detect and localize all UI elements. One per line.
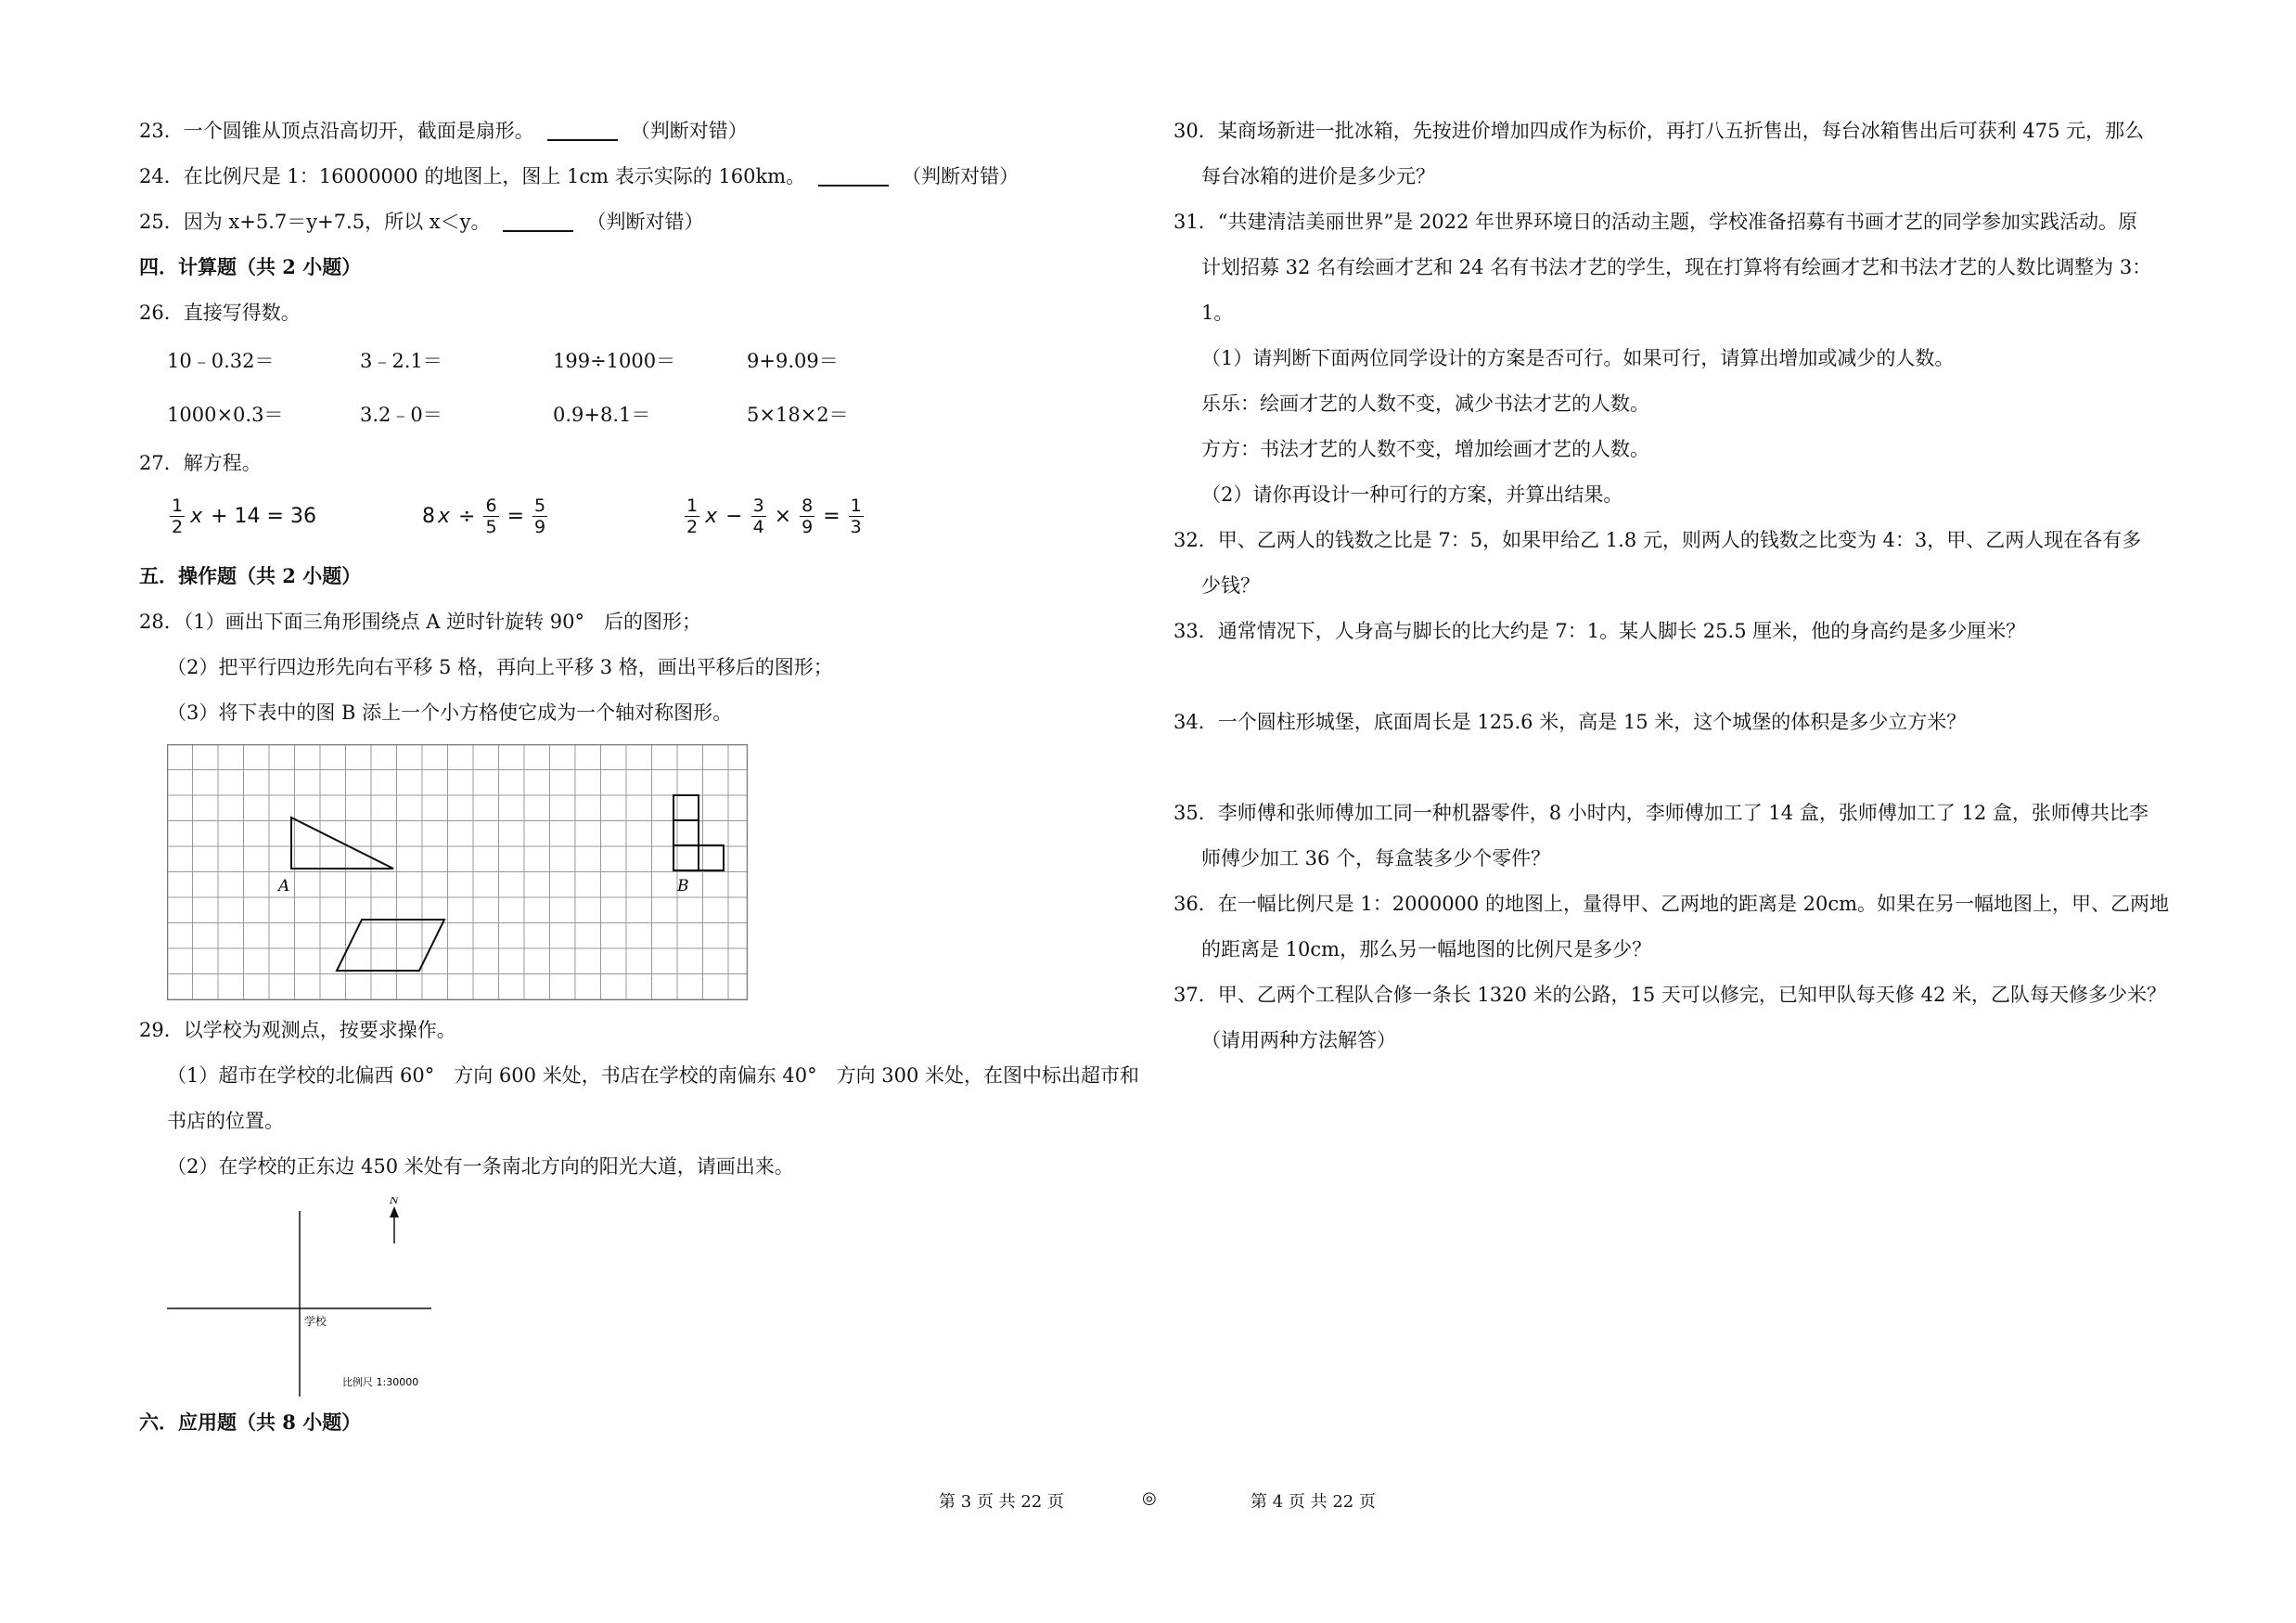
answer-blank[interactable]: [547, 121, 618, 141]
triangle-shape: [291, 818, 393, 869]
question-37b: （请用两种方法解答）: [1201, 1029, 1396, 1051]
question-31c: 1。: [1201, 302, 1234, 324]
question-28-1: 28．（1）画出下面三角形围绕点 A 逆时针旋转 90° 后的图形；: [139, 611, 701, 633]
calc-item: 10﹣0.32＝: [167, 350, 275, 372]
calc-item: 5×18×2＝: [747, 404, 849, 426]
question-28-2: （2）把平行四边形先向右平移 5 格，再向上平移 3 格，画出平移后的图形；: [167, 656, 833, 678]
equation-3: $\frac{1}{2}$ x − $\frac{3}{4}$ × $\frac{8}{9}$ = $\frac{1}{3}$: [686, 496, 862, 537]
section-5-heading: 五．操作题（共 2 小题）: [139, 564, 362, 587]
question-24: 24．在比例尺是 1：16000000 的地图上，图上 1cm 表示实际的 160km。 （判断对错）: [139, 165, 1020, 187]
question-36a: 36．在一幅比例尺是 1：2000000 的地图上，量得甲、乙两地的距离是 20cm。如果在另一幅地图上，甲、乙两地: [1174, 893, 2170, 915]
parallelogram-shape: [337, 920, 444, 971]
point-a-label: A: [278, 877, 290, 895]
question-37a: 37．甲、乙两个工程队合修一条长 1320 米的公路，15 天可以修完，已知甲队每天修 42 米，乙队每天修多少米？: [1174, 984, 2166, 1006]
question-28-3: （3）将下表中的图 B 添上一个小方格使它成为一个轴对称图形。: [167, 702, 733, 724]
grid-figure: [167, 744, 748, 1005]
fraction: $\frac{1}{3}$: [850, 496, 862, 537]
shape-b: [673, 795, 724, 870]
calc-item: 199÷1000＝: [553, 350, 676, 372]
calc-item: 3﹣2.1＝: [360, 350, 443, 372]
question-31f: 方方：书法才艺的人数不变，增加绘画才艺的人数。: [1201, 438, 1649, 460]
section-4-heading: 四．计算题（共 2 小题）: [139, 255, 362, 278]
equation-2: 8 x ÷ $\frac{6}{5}$ = $\frac{5}{9}$: [422, 496, 546, 537]
question-31g: （2）请你再设计一种可行的方案，并算出结果。: [1201, 483, 1623, 506]
question-29-2: （2）在学校的正东边 450 米处有一条南北方向的阳光大道，请画出来。: [167, 1155, 794, 1178]
question-31a: 31．“共建清洁美丽世界”是 2022 年世界环境日的活动主题，学校准备招募有书画才艺的同学参加实践活动。原: [1174, 211, 2137, 233]
north-label: N: [390, 1197, 399, 1206]
section-6-heading: 六．应用题（共 8 小题）: [139, 1410, 362, 1434]
calc-item: 9+9.09＝: [747, 350, 839, 372]
fraction: $\frac{5}{9}$: [534, 496, 546, 537]
answer-blank[interactable]: [818, 166, 889, 187]
calc-item: 3.2﹣0＝: [360, 404, 443, 426]
fraction: $\frac{6}{5}$: [485, 496, 497, 537]
question-27: 27．解方程。: [139, 452, 262, 474]
answer-blank[interactable]: [503, 212, 573, 232]
fraction: $\frac{1}{2}$: [686, 496, 699, 537]
footer-symbol: ◎: [1142, 1488, 1157, 1508]
north-arrow-icon: [390, 1206, 399, 1217]
page-number-left: 第 3 页 共 22 页: [939, 1492, 1064, 1512]
question-32b: 少钱？: [1201, 574, 1260, 597]
fraction: $\frac{1}{2}$: [172, 496, 184, 537]
question-34: 34．一个圆柱形城堡，底面周长是 125.6 米，高是 15 米，这个城堡的体积是多少立方米？: [1174, 711, 1967, 733]
question-29-1a: （1）超市在学校的北偏西 60° 方向 600 米处，书店在学校的南偏东 40° 方向 300 米处，在图中标出超市和: [167, 1064, 1140, 1087]
question-23: 23．一个圆锥从顶点沿高切开，截面是扇形。 （判断对错）: [139, 120, 748, 142]
question-35b: 师傅少加工 36 个，每盒装多少个零件？: [1201, 847, 1551, 869]
scale-label: 比例尺 1:30000: [342, 1376, 419, 1388]
shape-b-label: B: [677, 877, 689, 895]
question-33: 33．通常情况下，人身高与脚长的比大约是 7：1。某人脚长 25.5 厘米，他的身高约是多少厘米？: [1174, 620, 2026, 642]
question-29-1b: 书店的位置。: [167, 1110, 284, 1132]
question-31d: （1）请判断下面两位同学设计的方案是否可行。如果可行，请算出增加或减少的人数。: [1201, 347, 1955, 369]
calc-item: 0.9+8.1＝: [553, 404, 651, 426]
question-29: 29．以学校为观测点，按要求操作。: [139, 1019, 456, 1041]
calc-item: 1000×0.3＝: [167, 404, 284, 426]
question-31b: 计划招募 32 名有绘画才艺和 24 名有书法才艺的学生，现在打算将有绘画才艺和书法才艺的人数比调整为 3：: [1201, 256, 2152, 278]
question-30b: 每台冰箱的进价是多少元？: [1201, 165, 1435, 187]
question-31e: 乐乐：绘画才艺的人数不变，减少书法才艺的人数。: [1201, 393, 1649, 415]
grid-svg: [167, 744, 748, 1000]
compass-figure: [167, 1197, 445, 1406]
question-35a: 35．李师傅和张师傅加工同一种机器零件，8 小时内，李师傅加工了 14 盒，张师傅加工了 12 盒，张师傅共比李: [1174, 802, 2148, 824]
equation-1: $\frac{1}{2}$ x + 14 = 36: [172, 496, 316, 537]
question-32a: 32．甲、乙两人的钱数之比是 7：5，如果甲给乙 1.8 元，则两人的钱数之比变为 4：3，甲、乙两人现在各有多: [1174, 529, 2142, 551]
fraction: $\frac{8}{9}$: [802, 496, 814, 537]
question-26: 26．直接写得数。: [139, 302, 301, 324]
compass-svg: [167, 1197, 445, 1401]
question-30a: 30．某商场新进一批冰箱，先按进价增加四成作为标价，再打八五折售出，每台冰箱售出后可获利 475 元，那么: [1174, 120, 2145, 142]
fraction: $\frac{3}{4}$: [752, 496, 764, 537]
school-label: 学校: [304, 1315, 327, 1328]
question-36b: 的距离是 10cm，那么另一幅地图的比例尺是多少？: [1201, 938, 1652, 960]
page-number-right: 第 4 页 共 22 页: [1251, 1492, 1376, 1512]
question-25: 25．因为 x+5.7＝y+7.5，所以 x＜y。 （判断对错）: [139, 211, 704, 233]
